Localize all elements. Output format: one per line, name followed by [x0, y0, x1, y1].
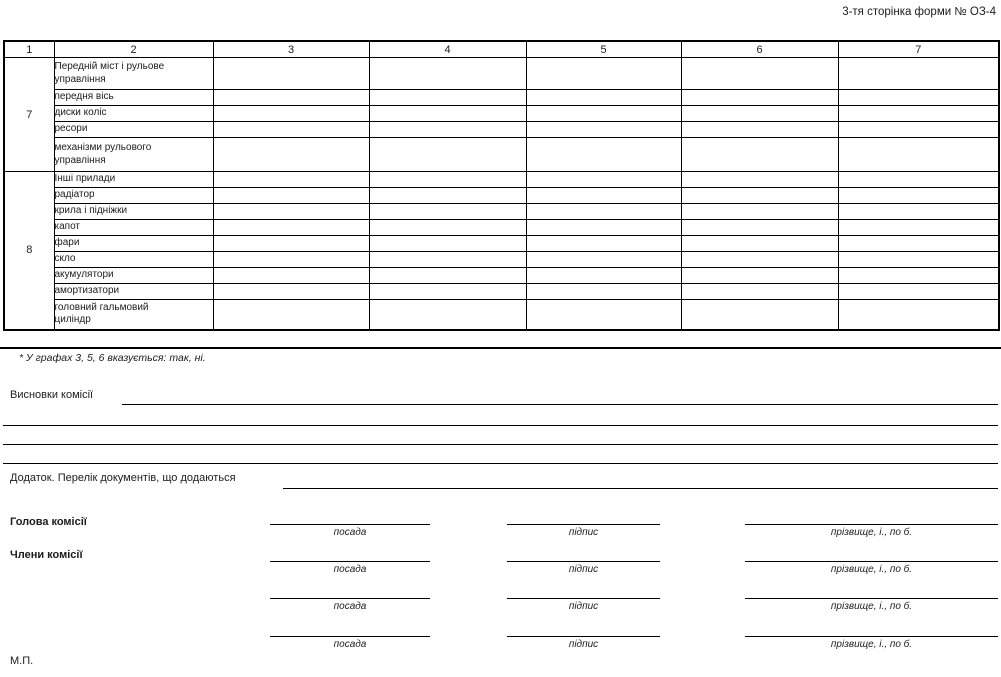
- empty-cell: [526, 220, 681, 236]
- empty-cell: [213, 236, 369, 252]
- empty-cell: [213, 106, 369, 122]
- name-line: [745, 561, 998, 575]
- position-caption: посада: [333, 527, 367, 538]
- component-label: капот: [54, 221, 80, 233]
- stamp-place-label: М.П.: [10, 655, 34, 667]
- empty-cell: [681, 204, 838, 220]
- conclusions-blank-line: [3, 463, 998, 464]
- signature-line: [507, 524, 660, 538]
- component-label-cell: [54, 172, 213, 188]
- empty-cell: [526, 106, 681, 122]
- empty-cell: [369, 220, 526, 236]
- empty-cell: [369, 138, 526, 172]
- signature-caption: підпис: [568, 564, 599, 575]
- conclusions-label: Висновки комісії: [10, 389, 94, 401]
- position-signature-line: [270, 598, 430, 612]
- name-caption: прізвище, і., по б.: [830, 601, 913, 612]
- page-title: 3-тя сторінка форми № ОЗ-4: [842, 6, 996, 18]
- col-header: 1: [4, 41, 54, 58]
- component-label-cell: [54, 138, 213, 172]
- empty-cell: [838, 188, 999, 204]
- component-label: амортизатори: [54, 285, 120, 297]
- empty-cell: [838, 58, 999, 90]
- name-line: [745, 636, 998, 650]
- table-row: [4, 172, 999, 188]
- empty-cell: [681, 106, 838, 122]
- table-row: [4, 268, 999, 284]
- empty-cell: [681, 252, 838, 268]
- empty-cell: [526, 58, 681, 90]
- table-row: [4, 106, 999, 122]
- empty-cell: [681, 122, 838, 138]
- component-label: скло: [54, 253, 76, 265]
- commission-members-label: Члени комісії: [10, 549, 83, 561]
- table-row: [4, 284, 999, 300]
- empty-cell: [213, 172, 369, 188]
- empty-cell: [681, 268, 838, 284]
- empty-cell: [213, 58, 369, 90]
- component-label: диски коліс: [54, 107, 107, 119]
- position-signature-line: [270, 561, 430, 575]
- empty-cell: [213, 220, 369, 236]
- empty-cell: [681, 138, 838, 172]
- signature-caption: підпис: [568, 639, 599, 650]
- empty-cell: [838, 284, 999, 300]
- table-row: [4, 90, 999, 106]
- component-label: Інші прилади: [54, 173, 116, 185]
- empty-cell: [838, 220, 999, 236]
- empty-cell: [681, 300, 838, 330]
- name-line: [745, 524, 998, 538]
- conclusions-blank-line: [122, 404, 998, 405]
- component-label-cell: [54, 106, 213, 122]
- empty-cell: [526, 90, 681, 106]
- component-label-cell: [54, 188, 213, 204]
- table-row: [4, 220, 999, 236]
- empty-cell: [213, 204, 369, 220]
- empty-cell: [213, 188, 369, 204]
- empty-cell: [213, 300, 369, 330]
- component-label-cell: [54, 252, 213, 268]
- col-header: 6: [681, 41, 838, 58]
- position-signature-line: [270, 524, 430, 538]
- empty-cell: [681, 188, 838, 204]
- empty-cell: [681, 220, 838, 236]
- empty-cell: [369, 188, 526, 204]
- name-caption: прізвище, і., по б.: [830, 527, 913, 538]
- position-caption: посада: [333, 639, 367, 650]
- component-label: акумулятори: [54, 269, 114, 281]
- conclusions-blank-line: [3, 444, 998, 445]
- empty-cell: [369, 252, 526, 268]
- component-label: Передній міст і рульове управління: [54, 61, 165, 85]
- table-header-row: [4, 41, 999, 58]
- empty-cell: [681, 90, 838, 106]
- empty-cell: [838, 138, 999, 172]
- empty-cell: [838, 204, 999, 220]
- table-row: [4, 58, 999, 90]
- empty-cell: [838, 106, 999, 122]
- empty-cell: [838, 300, 999, 330]
- empty-cell: [369, 172, 526, 188]
- empty-cell: [526, 122, 681, 138]
- name-caption: прізвище, і., по б.: [830, 564, 913, 575]
- component-label-cell: [54, 58, 213, 90]
- empty-cell: [213, 284, 369, 300]
- empty-cell: [838, 90, 999, 106]
- empty-cell: [369, 58, 526, 90]
- component-label-cell: [54, 300, 213, 330]
- table-row: [4, 204, 999, 220]
- empty-cell: [838, 122, 999, 138]
- table-row: [4, 236, 999, 252]
- empty-cell: [213, 138, 369, 172]
- empty-cell: [526, 204, 681, 220]
- empty-cell: [681, 236, 838, 252]
- component-label: передня вісь: [54, 91, 114, 103]
- empty-cell: [213, 252, 369, 268]
- empty-cell: [526, 138, 681, 172]
- name-caption: прізвище, і., по б.: [830, 639, 913, 650]
- empty-cell: [681, 58, 838, 90]
- separator-rule: [0, 347, 1001, 349]
- empty-cell: [369, 106, 526, 122]
- col-header: 3: [213, 41, 369, 58]
- empty-cell: [213, 268, 369, 284]
- component-label-cell: [54, 204, 213, 220]
- table-row: [4, 252, 999, 268]
- component-label-cell: [54, 122, 213, 138]
- empty-cell: [213, 122, 369, 138]
- empty-cell: [838, 172, 999, 188]
- empty-cell: [369, 236, 526, 252]
- empty-cell: [369, 204, 526, 220]
- footnote: * У графах 3, 5, 6 вказується: так, ні.: [19, 352, 206, 364]
- conclusions-blank-line: [3, 425, 998, 426]
- component-label-cell: [54, 236, 213, 252]
- position-caption: посада: [333, 601, 367, 612]
- component-label: радіатор: [54, 189, 95, 201]
- empty-cell: [838, 268, 999, 284]
- empty-cell: [838, 252, 999, 268]
- empty-cell: [369, 300, 526, 330]
- position-caption: посада: [333, 564, 367, 575]
- appendix-blank-line: [283, 488, 998, 489]
- table-row: [4, 188, 999, 204]
- name-line: [745, 598, 998, 612]
- component-label-cell: [54, 284, 213, 300]
- signature-caption: підпис: [568, 527, 599, 538]
- component-label: механізми рульового управління: [54, 142, 152, 166]
- group-number-cell: 8: [4, 172, 54, 330]
- col-header: 7: [838, 41, 999, 58]
- empty-cell: [681, 284, 838, 300]
- component-label-cell: [54, 90, 213, 106]
- signature-line: [507, 561, 660, 575]
- signature-caption: підпис: [568, 601, 599, 612]
- position-signature-line: [270, 636, 430, 650]
- component-label-cell: [54, 268, 213, 284]
- empty-cell: [526, 300, 681, 330]
- commission-chair-label: Голова комісії: [10, 516, 87, 528]
- empty-cell: [526, 284, 681, 300]
- component-label: головний гальмовий циліндр: [54, 301, 149, 326]
- empty-cell: [838, 236, 999, 252]
- component-label: крила і підніжки: [54, 205, 128, 217]
- empty-cell: [369, 122, 526, 138]
- col-header: 4: [369, 41, 526, 58]
- empty-cell: [526, 188, 681, 204]
- appendix-label: Додаток. Перелік документів, що додаються: [10, 472, 236, 484]
- empty-cell: [369, 268, 526, 284]
- component-label-cell: [54, 220, 213, 236]
- table-row: [4, 138, 999, 172]
- empty-cell: [681, 172, 838, 188]
- col-header: 5: [526, 41, 681, 58]
- table-row: [4, 300, 999, 330]
- empty-cell: [526, 268, 681, 284]
- component-label: ресори: [54, 123, 88, 135]
- signature-line: [507, 636, 660, 650]
- empty-cell: [526, 236, 681, 252]
- empty-cell: [526, 172, 681, 188]
- inspection-table: [3, 40, 1000, 331]
- empty-cell: [213, 90, 369, 106]
- inspection-table-wrap: [3, 40, 998, 331]
- component-label: фари: [54, 237, 80, 249]
- col-header: 2: [54, 41, 213, 58]
- empty-cell: [526, 252, 681, 268]
- empty-cell: [369, 284, 526, 300]
- signature-line: [507, 598, 660, 612]
- table-row: [4, 122, 999, 138]
- group-number-cell: 7: [4, 58, 54, 172]
- empty-cell: [369, 90, 526, 106]
